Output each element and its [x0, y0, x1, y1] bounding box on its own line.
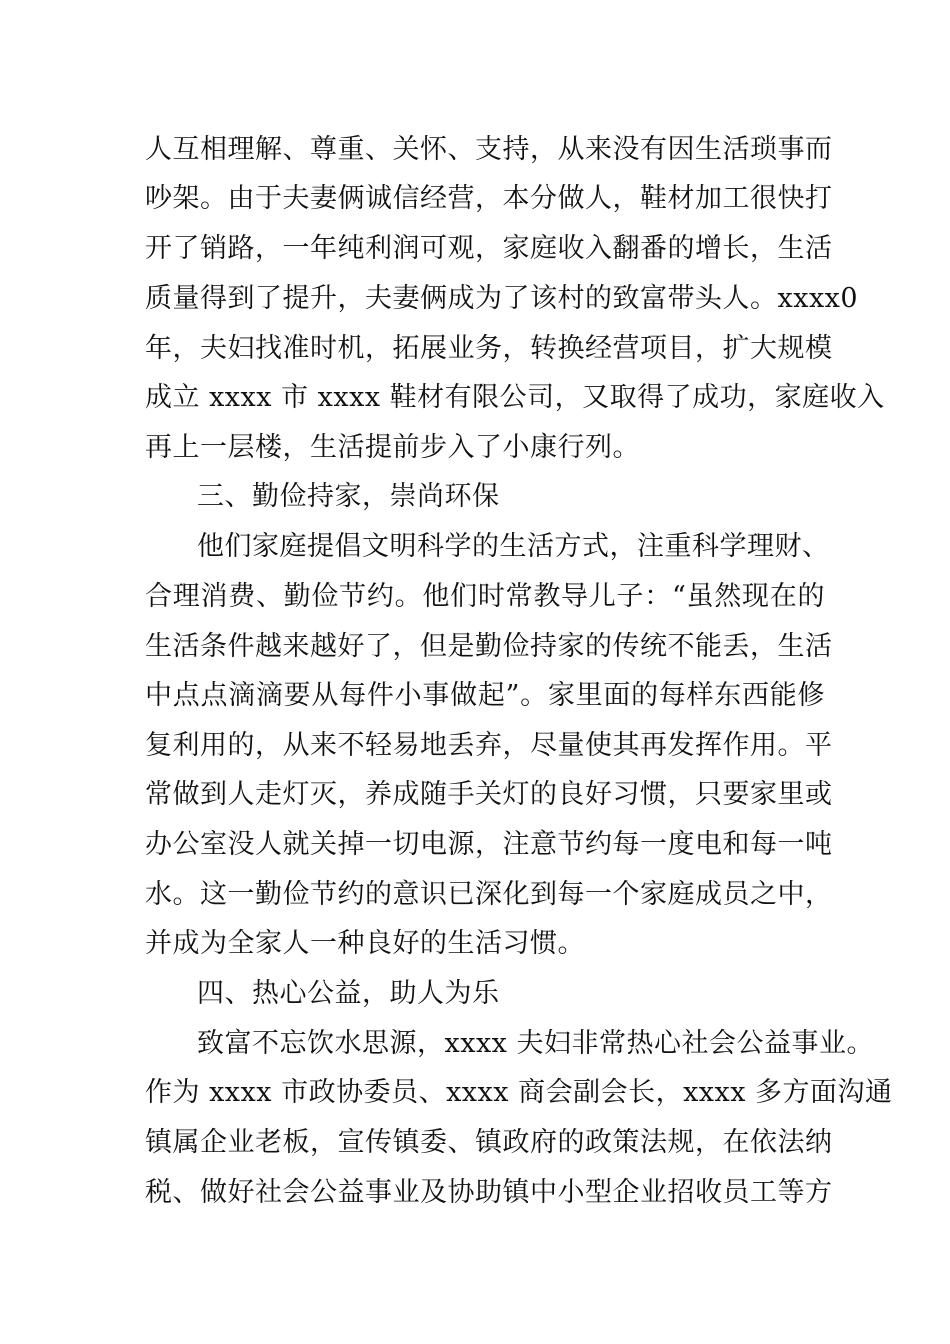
text-line: 合理消费、勤俭节约。他们时常教导儿子：“虽然现在的 — [145, 581, 825, 612]
text-line: 再上一层楼，生活提前步入了小康行列。 — [145, 432, 640, 463]
text-line: 成立 xxxx 市 xxxx 鞋材有限公司，又取得了成功，家庭收入 — [145, 382, 885, 413]
text-line: 并成为全家人一种良好的生活习惯。 — [145, 928, 585, 959]
text-line: 致富不忘饮水思源，xxxx 夫妇非常热心社会公益事业。 — [197, 1028, 874, 1059]
text-line: 质量得到了提升，夫妻俩成为了该村的致富带头人。xxxx0 — [145, 283, 859, 314]
text-line: 年，夫妇找准时机，拓展业务，转换经营项目，扩大规模 — [145, 333, 833, 364]
text-line: 水。这一勤俭节约的意识已深化到每一个家庭成员之中， — [145, 879, 833, 910]
text-line: 吵架。由于夫妻俩诚信经营，本分做人，鞋材加工很快打 — [145, 183, 833, 214]
section-heading: 四、热心公益，助人为乐 — [197, 978, 500, 1009]
text-line: 税、做好社会公益事业及协助镇中小型企业招收员工等方 — [145, 1177, 833, 1208]
text-line: 办公室没人就关掉一切电源，注意节约每一度电和每一吨 — [145, 829, 833, 860]
text-line: 常做到人走灯灭，养成随手关灯的良好习惯，只要家里或 — [145, 779, 833, 810]
section-heading: 三、勤俭持家，崇尚环保 — [197, 481, 500, 512]
text-line: 生活条件越来越好了，但是勤俭持家的传统不能丢，生活 — [145, 631, 833, 662]
text-line: 人互相理解、尊重、关怀、支持，从来没有因生活琐事而 — [145, 134, 833, 165]
text-line: 镇属企业老板，宣传镇委、镇政府的政策法规，在依法纳 — [145, 1127, 833, 1158]
text-line: 开了销路，一年纯利润可观，家庭收入翻番的增长，生活 — [145, 233, 833, 264]
text-line: 中点点滴滴要从每件小事做起”。家里面的每样东西能修 — [145, 680, 825, 711]
text-line: 作为 xxxx 市政协委员、xxxx 商会副会长，xxxx 多方面沟通 — [145, 1077, 893, 1108]
text-line: 复利用的，从来不轻易地丢弃，尽量使其再发挥作用。平 — [145, 730, 833, 761]
text-line: 他们家庭提倡文明科学的生活方式，注重科学理财、 — [197, 531, 830, 562]
